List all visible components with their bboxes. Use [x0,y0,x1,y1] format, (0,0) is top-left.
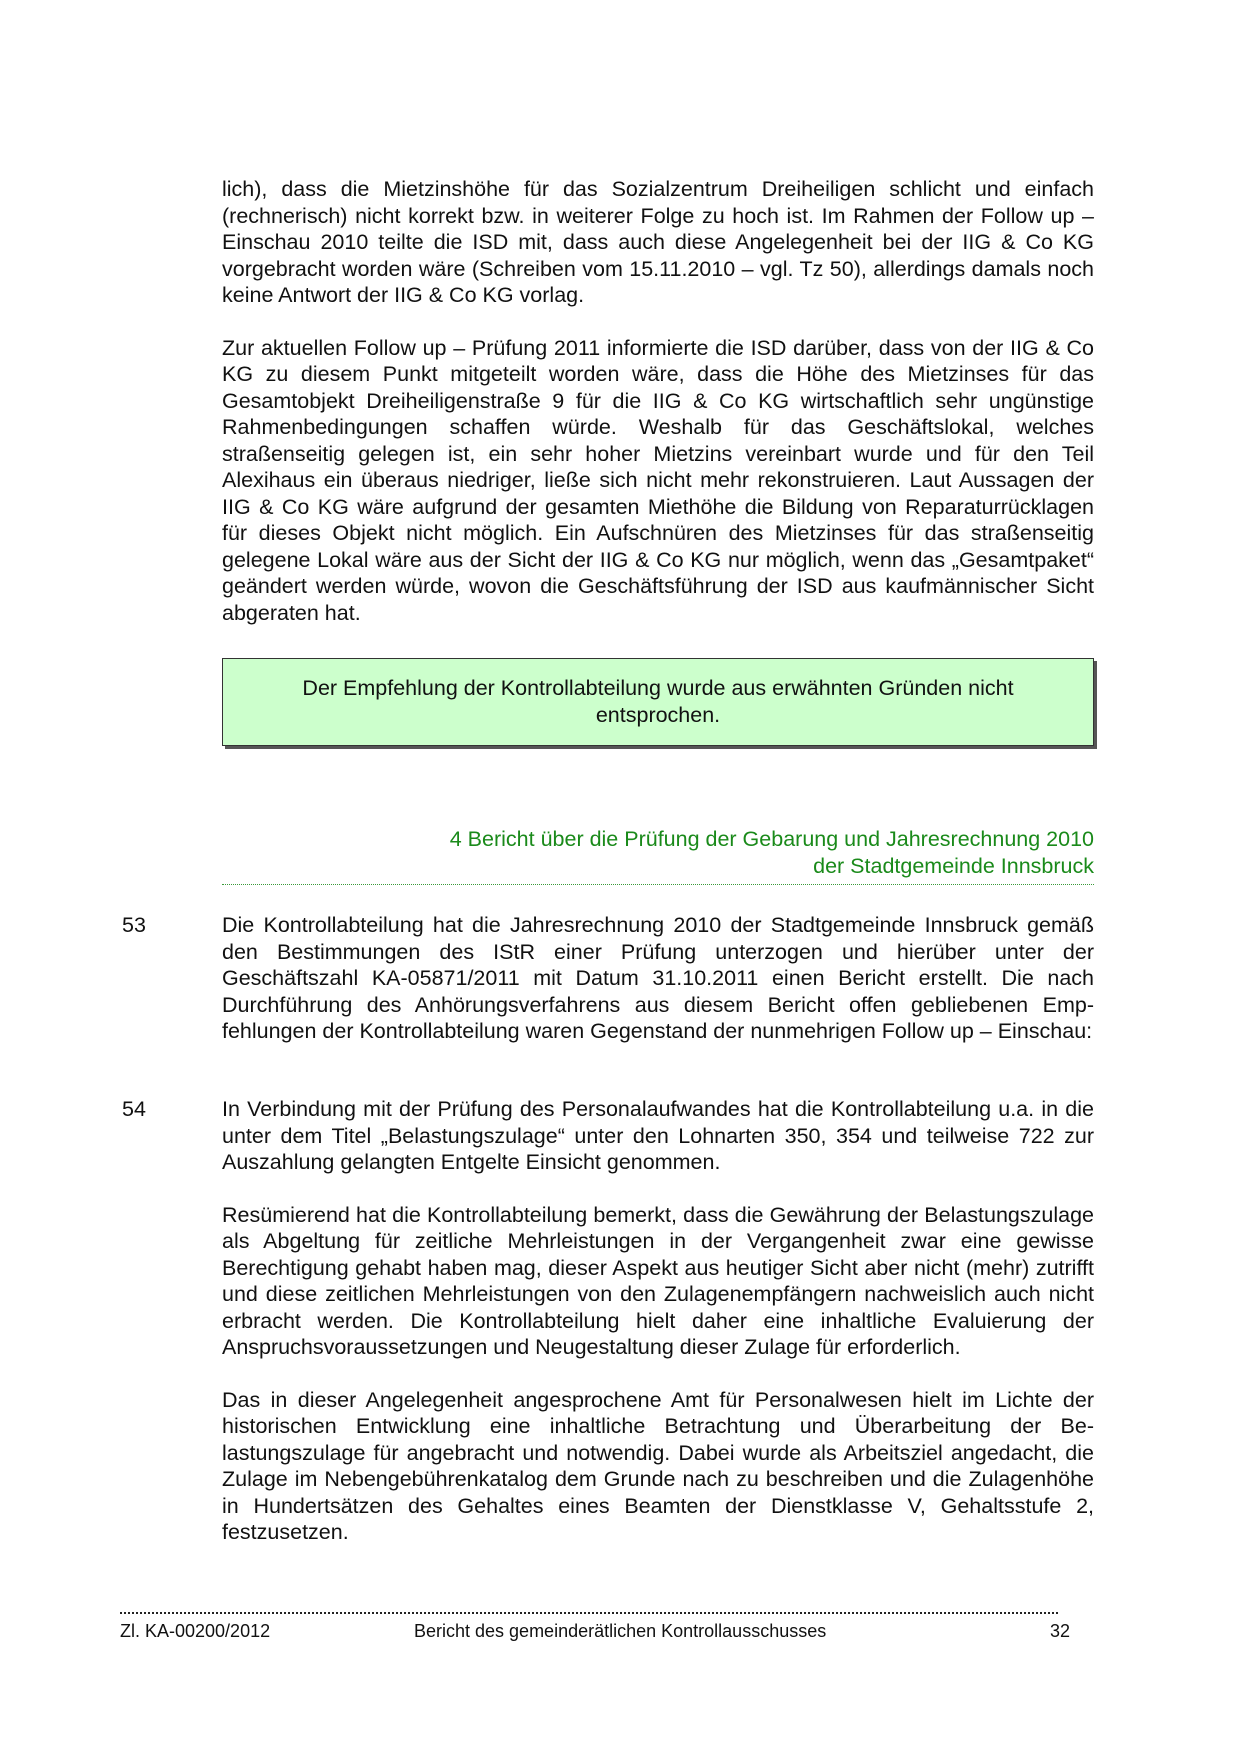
section-heading [222,826,1094,880]
section-heading-line-1: 4 Bericht über die Prüfung der Gebarung und Jahresrechnung 2010 [449,827,1094,851]
footer-reference: Zl. KA-00200/2012 [120,1621,271,1641]
item-number-53: 53 [122,913,146,937]
heading-divider [222,884,1094,885]
paragraph-1: lich), dass die Mietzinshöhe für das Sozialzentrum Dreiheiligen schlicht und einfach (rechnerisch) nicht korrekt bzw. in weiterer Folge zu hoch ist. Im Rahmen der Follow up – Einschau 2010 teilte die ISD mit, dass auch diese Angelegenheit bei der IIG & Co KG vorgebracht worden wäre (Schreiben vom 15.11.2010 – vgl. Tz 50), allerdings damals noch keine Antwort der IIG & Co KG vorlag. [222,177,1094,307]
footer-title: Bericht des gemeinderätlichen Kontrollausschusses [414,1621,827,1641]
section-heading-line-2: der Stadtgemeinde Innsbruck [813,854,1094,878]
recommendation-box [222,658,1094,746]
page-number: 32 [1049,1621,1070,1641]
recommendation-text: Der Empfehlung der Kontrollabteilung wurde aus erwähnten Gründen nicht entsprochen. [302,676,1014,727]
item-53-text: Die Kontrollabteilung hat die Jahresrechnung 2010 der Stadtgemeinde Innsbruck gemäß den Bestimmungen des IStR einer Prüfung unterzogen und hierüber unter der Geschäftszahl KA-05871/2011 mit Datum 31.10.2011 einen Bericht erstellt. Die nach Durchführung des Anhörungsverfahrens aus diesem Bericht offen gebliebenen Empfehlungen der Kontrollabteilung waren Gegenstand der nunmehrigen Follow up – Einschau: [222,913,1094,1043]
item-54-paragraph-2: Resümierend hat die Kontrollabteilung bemerkt, dass die Gewährung der Belastungszulage als Abgeltung für zeitliche Mehrleistungen in der Vergangenheit zwar eine gewisse Berechtigung gehabt haben mag, dieser Aspekt aus heutiger Sicht aber nicht (mehr) zutrifft und diese zeitlichen Mehrleistungen von den Zulagenempfängern nachweislich auch nicht erbracht werden. Die Kontrollabteilung hielt daher eine inhaltliche Evaluierung der Anspruchsvoraussetzungen und Neugestaltung dieser Zulage für erforderlich. [222,1202,1094,1359]
paragraph-2: Zur aktuellen Follow up – Prüfung 2011 informierte die ISD darüber, dass von der IIG & Co KG zu diesem Punkt mitgeteilt worden wäre, dass die Höhe des Mietzinses für das Gesamtobjekt Dreiheiligenstraße 9 für die IIG & Co KG wirtschaftlich sehr ungünstige Rahmenbedingungen schaffen würde. Weshalb für das Geschäftslokal, welches straßenseitig gelegen ist, ein sehr hoher Mietzins vereinbart wurde und für den Teil Alexihaus ein überaus niedriger, ließe sich nicht mehr rekonstruieren. Laut Aussagen der IIG & Co KG wäre aufgrund der gesamten Miethöhe die Bildung von Reparaturrücklagen für dieses Objekt nicht möglich. Ein Aufschnüren des Mietzinses für das straßenseitig gelegene Lokal wäre aus der Sicht der IIG & Co KG nur möglich, wenn das „Gesamtpaket“ geändert werden würde, wovon die Geschäftsführung der ISD aus kaufmännischer Sicht abgeraten hat. [222,335,1094,625]
item-54-section [222,1096,1094,1546]
item-number-54: 54 [122,1097,146,1121]
item-54-paragraph-3: Das in dieser Angelegenheit angesprochene Amt für Personalwesen hielt im Lichte der historischen Entwicklung eine inhaltliche Betrachtung und Überarbeitung der Belastungszulage für angebracht und notwendig. Dabei wurde als Arbeitsziel angedacht, die Zulage im Nebengebührenkatalog dem Grunde nach zu beschreiben und die Zulagenhöhe in Hundertsätzen des Gehaltes eines Beamten der Dienstklasse V, Gehaltsstufe 2, festzusetzen. [222,1387,1094,1544]
top-section [222,176,1094,626]
item-54-paragraph-1: In Verbindung mit der Prüfung des Personalaufwandes hat die Kontrollabteilung u.a. in die unter dem Titel „Belastungszulage“ unter den Lohnarten 350, 354 und teilweise 722 zur Auszahlung gelangten Entgelte Einsicht genommen. [222,1097,1094,1174]
footer-divider [120,1612,1058,1614]
